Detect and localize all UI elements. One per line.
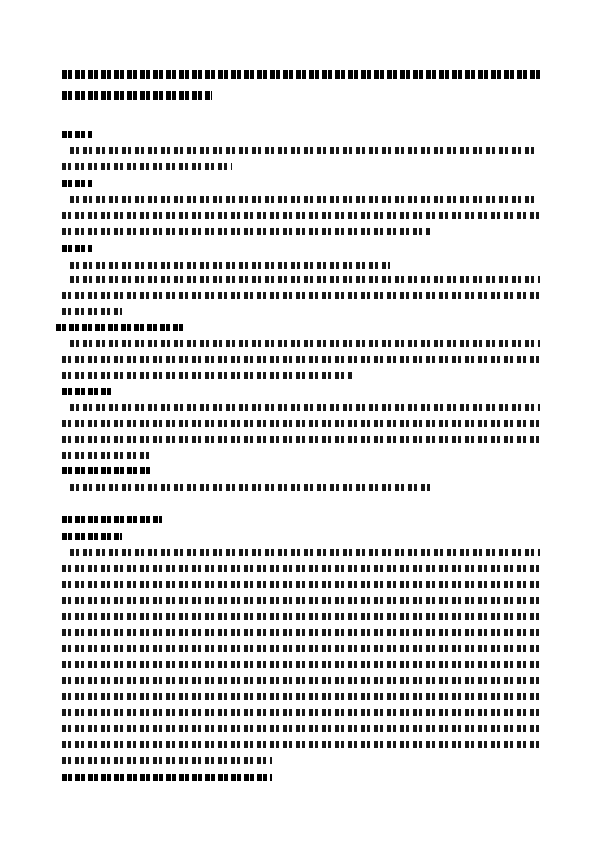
text-line (70, 147, 538, 154)
section-heading-line (62, 388, 112, 395)
text-line (70, 484, 430, 491)
section-heading-line (62, 467, 152, 474)
section-heading-line (56, 324, 186, 331)
document-title (62, 70, 542, 115)
text-line (62, 212, 540, 219)
text-line (62, 677, 540, 684)
title-line (62, 70, 540, 79)
text-line (70, 549, 540, 556)
text-line (62, 741, 540, 748)
text-line (62, 372, 352, 379)
text-line (62, 629, 540, 636)
text-line (62, 661, 540, 668)
section-heading-line (62, 180, 92, 187)
text-line (62, 757, 272, 764)
title-line (62, 91, 212, 100)
text-line (70, 276, 540, 283)
section-heading-line (62, 516, 162, 523)
text-line (62, 565, 540, 572)
text-line (62, 228, 432, 235)
text-line (62, 613, 540, 620)
text-line (62, 436, 540, 443)
text-line (62, 725, 540, 732)
text-line (62, 356, 540, 363)
text-line (70, 340, 540, 347)
text-line (70, 404, 540, 411)
text-line (62, 645, 540, 652)
section-heading-line (62, 131, 92, 138)
text-line (62, 292, 540, 299)
text-line (62, 709, 540, 716)
section-heading-line (62, 245, 92, 252)
section-heading-line (62, 774, 272, 781)
text-line (62, 597, 540, 604)
text-line (70, 196, 538, 203)
text-line (62, 581, 540, 588)
text-line (62, 452, 152, 459)
text-line (62, 420, 540, 427)
text-line (70, 262, 390, 269)
section-heading-line (62, 533, 122, 540)
text-line (62, 308, 122, 315)
text-line (62, 163, 232, 170)
text-line (62, 693, 540, 700)
